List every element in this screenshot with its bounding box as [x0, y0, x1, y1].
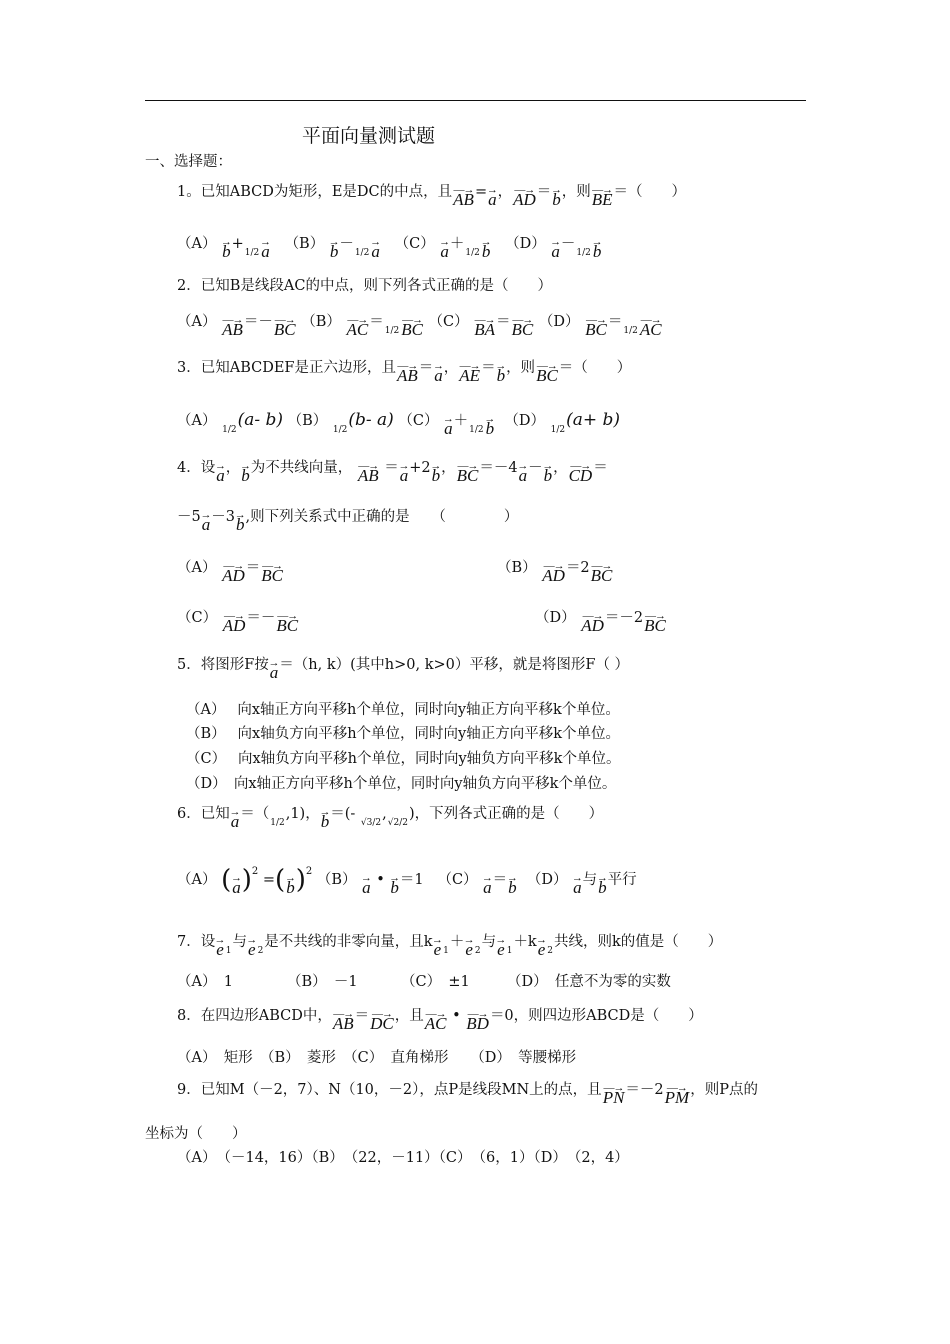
question-1: 1。已知ABCD为矩形，E是DC的中点，且—→ AB=→ a，—→ AD＝→ b，则—→ BE＝（ ） [177, 182, 686, 210]
question-7-option-c: （C） ±1 [401, 974, 470, 990]
question-4-option-c: （C） —→ AD＝－—→ BC [177, 608, 299, 636]
question-6: 6．已知→ a＝（1/2,1)，→ b＝(- √3/2,√2/2)，下列各式正确的是（ ） [177, 804, 603, 833]
question-2: 2．已知B是线段AC的中点，则下列各式正确的是（ ） [177, 278, 552, 294]
question-1-options: （A） → b+1/2→ a （B） → b－1/2→ a （C） → a＋1/2→ b （D） → a－1/2→ b [177, 234, 602, 263]
page-title: 平面向量测试题 [302, 125, 436, 147]
question-5-option-c: （C） 向x轴负方向平移h个单位，同时向y轴负方向平移k个单位。 [186, 751, 621, 767]
question-7-option-d: （D） 任意不为零的实数 [507, 974, 671, 990]
question-7-option-a: （A） 1 [177, 974, 233, 990]
question-2-options: （A） —→ AB＝－—→ BC （B） —→ AC＝1/2—→ BC （C） —→ BA＝—→ BC （D） —→ BC＝1/2—→ AC [177, 312, 663, 341]
question-4-option-d: （D） —→ AD＝－2—→ BC [535, 608, 667, 636]
question-5-option-a: （A） 向x轴正方向平移h个单位，同时向y轴正方向平移k个单位。 [186, 702, 620, 718]
question-9: 9．已知M（－2，7）、N（10，－2），点P是线段MN上的点，且—→ PN＝－2—→ PM，则P点的 [177, 1080, 758, 1108]
question-5-option-b: （B） 向x轴负方向平移h个单位，同时向y轴正方向平移k个单位。 [186, 726, 621, 742]
question-6-options: （A） (→ a)$^2$ =(→ b)$^2$ （B） → a • → b＝1 （C） → a＝→ b （D） → a与→ b平行 [177, 862, 637, 898]
question-8: 8．在四边形ABCD中，—→ AB＝—→ DC，且—→ AC • —→ BD＝0，则四边形ABCD是（ ） [177, 1006, 703, 1034]
question-3: 3．已知ABCDEF是正六边形，且—→ AB＝→ a，—→ AE＝→ b，则—→ BC＝（ ） [177, 358, 631, 386]
question-4-option-a: （A） —→ AD＝—→ BC [177, 558, 284, 586]
question-5: 5．将图形F按→ a＝（h, k）(其中h>0, k>0）平移，就是将图形F（ ） [177, 655, 629, 683]
question-7: 7．设→ e 1与→ e 2是不共线的非零向量，且k→ e 1＋→ e 2与→ e 1＋k→ e 2共线，则k的值是（ ） [177, 932, 722, 961]
top-rule [145, 100, 806, 101]
question-7-option-b: （B） －1 [287, 974, 358, 990]
question-9-continued: 坐标为（ ） [145, 1126, 247, 1142]
question-8-options: （A） 矩形 （B） 菱形 （C） 直角梯形 （D） 等腰梯形 [177, 1050, 577, 1066]
question-4-option-b: （B） —→ AD＝2—→ BC [497, 558, 613, 586]
section-heading: 一、选择题： [145, 154, 232, 170]
question-4-continued: －5→ a－3→ b,则下列关系式中正确的是 （ ） [177, 507, 518, 535]
question-3-options: （A） 1/2(a- b) （B） 1/2(b- a) （C） → a＋1/2→ b （D） 1/2(a+ b) [177, 410, 620, 440]
question-9-options: （A） （－14，16）（B） （22，－11）（C） （6，1）（D） （2，4） [177, 1150, 629, 1166]
question-5-option-d: （D） 向x轴正方向平移h个单位，同时向y轴负方向平移k个单位。 [186, 776, 617, 792]
question-4: 4．设→ a，→ b为不共线向量， —→ AB ＝→ a+2→ b，—→ BC＝－4→ a－→ b，—→ CD＝ [177, 458, 608, 486]
